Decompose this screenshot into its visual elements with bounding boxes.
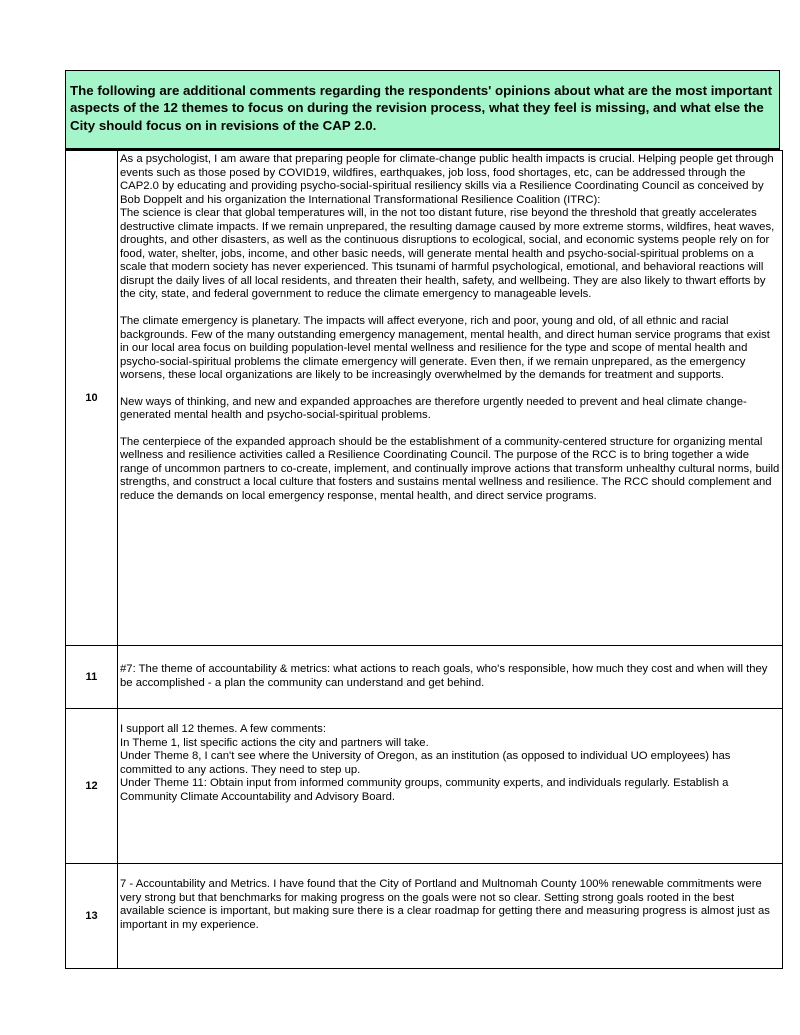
comment-paragraph: 7 - Accountability and Metrics. I have found that the City of Portland and Multnomah County 100% renewable commitments were very strong but that benchmarks for making progress on the goals were not so clear. Setting strong goals rooted in the best available science is important, but making sure there is a clear roadmap for getting there and measuring progress is almost just as important in my experience. bbox=[120, 878, 770, 931]
comment-cell bbox=[118, 864, 783, 969]
comment-cell bbox=[118, 709, 783, 864]
comment-paragraph: I support all 12 themes. A few comments: In Theme 1, list specific actions the city and partners will take. Under Theme 8, I can't see where the University of Oregon, as an institution (as opposed to individual UO employees) has committed to any actions. They need to step up. Under Theme 11: Obtain input from informed community groups, community experts, and individuals regularly. Establish a Community Climate Accountability and Advisory Board. bbox=[120, 723, 731, 803]
table-row bbox=[66, 709, 783, 864]
comment-paragraph: The centerpiece of the expanded approach should be the establishment of a community-centered structure for organizing mental wellness and resilience activities called a Resilience Coordinating Council. The purpose of the RCC is to bring together a wide range of uncommon partners to co-create, implement, and continually improve actions that transform unhealthy cultural norms, build strengths, and construct a local culture that fosters and sustains mental wellness and resilience. The RCC should complement and reduce the demands on local emergency response, mental health, and direct service programs. bbox=[120, 435, 780, 503]
row-number: 11 bbox=[66, 646, 118, 709]
table-header bbox=[65, 70, 780, 150]
comment-paragraph: New ways of thinking, and new and expanded approaches are therefore urgently needed to prevent and heal climate change-generated mental health and psycho-social-spiritual problems. bbox=[120, 395, 747, 422]
header-text: The following are additional comments regarding the respondents' opinions about what are the most important aspects of the 12 themes to focus on during the revision process, what they feel is missing, and what else the City should focus on in revisions of the CAP 2.0. bbox=[70, 83, 773, 133]
row-number: 13 bbox=[66, 864, 118, 969]
table-row bbox=[66, 646, 783, 709]
table-row bbox=[66, 151, 783, 646]
table-row bbox=[66, 864, 783, 969]
row-number: 12 bbox=[66, 709, 118, 864]
comment-cell bbox=[118, 646, 783, 709]
comments-table bbox=[65, 150, 783, 969]
comment-cell bbox=[118, 151, 783, 646]
row-number: 10 bbox=[66, 151, 118, 646]
comment-paragraph: The climate emergency is planetary. The impacts will affect everyone, rich and poor, young and old, of all ethnic and racial backgrounds. Few of the many outstanding emergency management, mental health, and direct human service programs that exist in our local area focus on building population-level mental wellness and resilience for the type and scope of mental health and psycho-social-spiritual problems the climate emergency will generate. Even then, if we remain unprepared, as the emergency worsens, these local organizations are likely to be increasingly overwhelmed by the demands for treatment and supports. bbox=[120, 315, 770, 382]
comment-paragraph: #7: The theme of accountability & metrics: what actions to reach goals, who's responsible, how much they cost and when will they be accomplished - a plan the community can understand and get behind. bbox=[120, 663, 768, 689]
comment-paragraph: As a psychologist, I am aware that preparing people for climate-change public health impacts is crucial. Helping people get through events such as those posed by COVID19, wildfires, earthquakes, job loss, food shortages, etc, can be addressed through the CAP2.0 by educating and providing psycho-social-spiritual resiliency skills via a Resilience Coordinating Council as conceived by Bob Doppelt and his organization the International Transformational Resilience Coalition (ITRC): The science is clear that global temperatures will, in the not too distant future, rise beyond the threshold that greatly accelerates destructive climate impacts. If we remain unprepared, the resulting damage caused by more extreme storms, wildfires, heat waves, droughts, and other disasters, as well as the continuous disruptions to ecological, social, and economic systems people rely on for food, water, shelter, jobs, income, and other basic needs, will generate mental health and psycho-social-spiritual problems on a scale that modern society has never experienced. This tsunami of harmful psychological, emotional, and behavioral reactions will disrupt the daily lives of all local residents, and threaten their health, safety, and wellbeing. They are also likely to thwart efforts by the city, state, and federal government to reduce the climate emergency to manageable levels. bbox=[120, 153, 775, 301]
